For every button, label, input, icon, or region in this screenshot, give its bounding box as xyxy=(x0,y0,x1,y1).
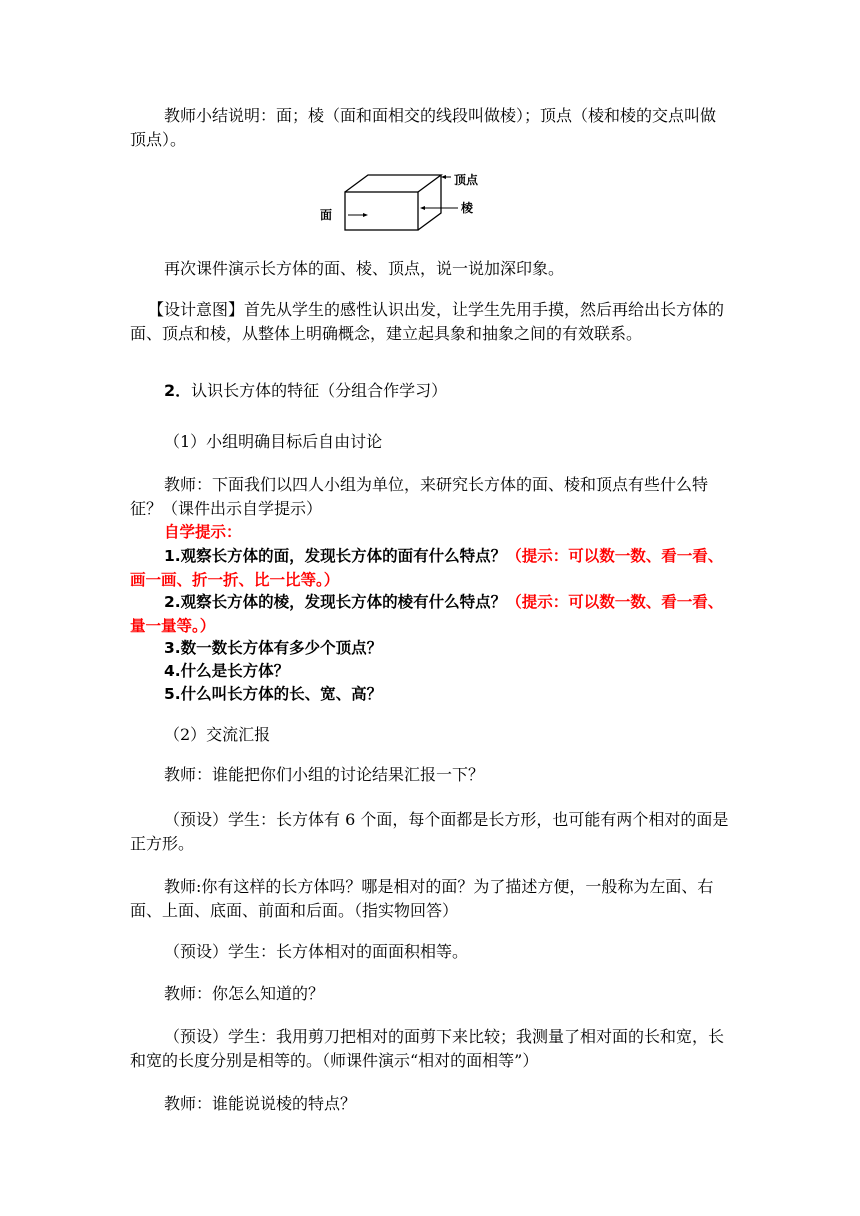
teacher-relative-faces: 教师:你有这样的长方体吗？哪是相对的面？为了描述方便，一般称为左面、右面、上面、底面、前面和后面。（指实物回答） xyxy=(130,877,714,920)
student-answer-area: （预设）学生：长方体相对的面面积相等。 xyxy=(164,942,469,961)
section-2-heading xyxy=(164,379,764,403)
teacher-edge-question: 教师：谁能说说棱的特点？ xyxy=(164,1094,357,1113)
hint-question-5: 5.什么叫长方体的长、宽、高？ xyxy=(164,685,383,703)
student-answer-cut: （预设）学生：我用剪刀把相对的面剪下来比较；我测量了相对面的长和宽，长和宽的长度分别是相等的。（师课件演示“相对的面相等”） xyxy=(130,1027,725,1070)
edge-label: 棱 xyxy=(461,201,474,215)
teacher-question-paragraph: 教师：谁能把你们小组的讨论结果汇报一下？ xyxy=(164,765,485,784)
hint-question-4: 4.什么是长方体？ xyxy=(164,662,290,680)
cuboid-front-face xyxy=(345,192,418,230)
section-2-number: 2． xyxy=(164,381,192,400)
hint-question-1: 1.观察长方体的面，发现长方体的面有什么特点？（提示：可以数一数、看一看、画一画、折一折、比一比等。） xyxy=(130,547,724,589)
hint-1-tip: （提示：可以数一数、看一看、画一画、折一折、比一比等。） xyxy=(130,547,724,589)
hints-title: 自学提示： xyxy=(164,523,242,541)
teacher-how-know: 教师：你怎么知道的？ xyxy=(164,984,325,1003)
cuboid-diagram xyxy=(318,168,518,234)
section-2-title: 认识长方体的特征（分组合作学习） xyxy=(191,381,448,400)
cuboid-top-face xyxy=(345,175,441,192)
subsection-1-heading: （1）小组明确目标后自由讨论 xyxy=(164,432,383,451)
summary-paragraph: 教师小结说明：面；棱（面和面相交的线段叫做棱）；顶点（棱和棱的交点叫做顶点）。 xyxy=(130,106,717,149)
student-answer-faces: （预设）学生：长方体有 6 个面，每个面都是长方形，也可能有两个相对的面是正方形。 xyxy=(130,810,729,853)
design-intent-paragraph: 【设计意图】首先从学生的感性认识出发，让学生先用手摸，然后再给出长方体的面、顶点和棱，从整体上明确概念，建立起具象和抽象之间的有效联系。 xyxy=(130,300,725,343)
subsection-2-heading: （2）交流汇报 xyxy=(164,725,271,744)
teacher-instruction-paragraph: 教师：下面我们以四人小组为单位，来研究长方体的面、棱和顶点有些什么特征？（课件出示自学提示） xyxy=(130,475,709,518)
demo-paragraph: 再次课件演示长方体的面、棱、顶点，说一说加深印象。 xyxy=(164,259,565,278)
hint-2-tip: （提示：可以数一数、看一看、量一量等。） xyxy=(130,593,724,635)
vertex-label: 顶点 xyxy=(454,173,479,187)
face-label: 面 xyxy=(320,208,333,222)
hint-question-3: 3.数一数长方体有多少个顶点？ xyxy=(164,639,383,657)
hint-question-2: 2.观察长方体的棱，发现长方体的棱有什么特点？（提示：可以数一数、看一看、量一量等。） xyxy=(130,593,724,635)
